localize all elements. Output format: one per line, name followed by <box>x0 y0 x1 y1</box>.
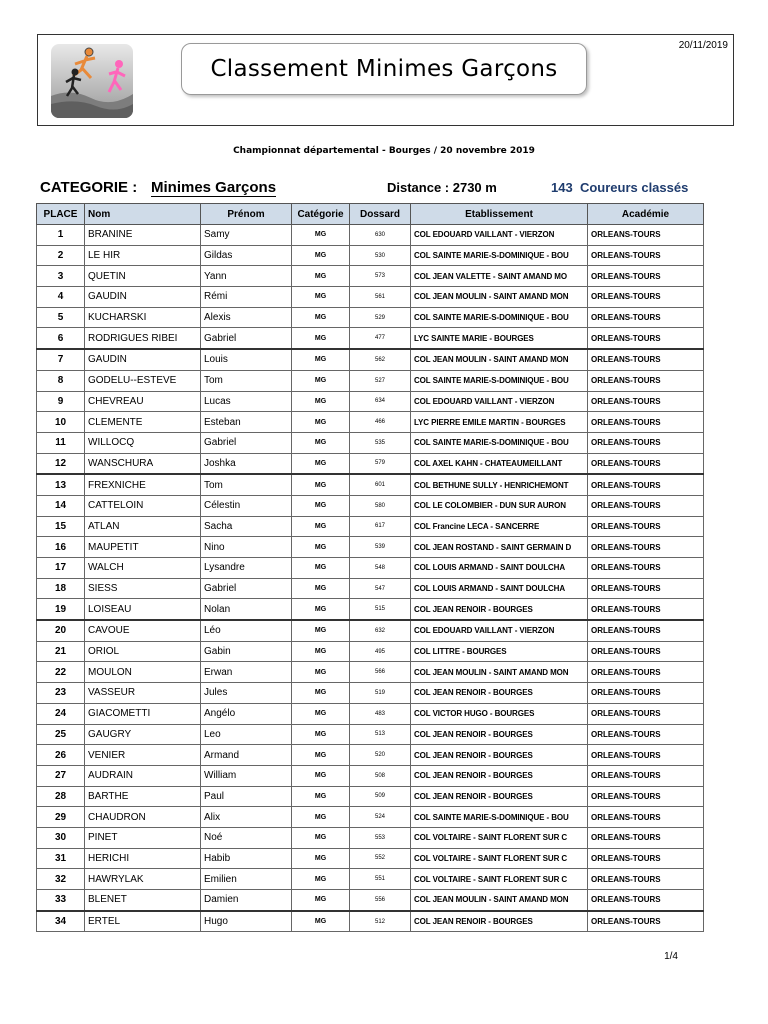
table-row <box>37 287 704 308</box>
cell-prenom: Noé <box>201 827 292 848</box>
cell-place: 9 <box>37 391 85 412</box>
cell-academie: ORLEANS-TOURS <box>588 641 704 662</box>
table-row <box>37 453 704 474</box>
cell-prenom: Hugo <box>201 911 292 932</box>
cell-etablissement: COL JEAN RENOIR - BOURGES <box>411 786 588 807</box>
cell-prenom: Tom <box>201 370 292 391</box>
cell-dossard: 495 <box>350 641 411 662</box>
cell-nom: VASSEUR <box>85 683 201 704</box>
cell-nom: CATTELOIN <box>85 495 201 516</box>
cell-dossard: 566 <box>350 662 411 683</box>
table-row <box>37 307 704 328</box>
cell-academie: ORLEANS-TOURS <box>588 287 704 308</box>
cell-dossard: 634 <box>350 391 411 412</box>
table-row <box>37 683 704 704</box>
table-row <box>37 807 704 828</box>
cell-etablissement: COL Francine LECA - SANCERRE <box>411 516 588 537</box>
cell-nom: BRANINE <box>85 225 201 246</box>
cell-prenom: Erwan <box>201 662 292 683</box>
table-row <box>37 662 704 683</box>
cell-nom: BLENET <box>85 890 201 911</box>
cell-nom: MAUPETIT <box>85 537 201 558</box>
cell-prenom: Tom <box>201 474 292 495</box>
table-row <box>37 412 704 433</box>
cell-prenom: Habib <box>201 848 292 869</box>
cell-categorie: MG <box>292 412 350 433</box>
cell-categorie: MG <box>292 724 350 745</box>
cell-academie: ORLEANS-TOURS <box>588 620 704 641</box>
cell-nom: GAUDIN <box>85 287 201 308</box>
cell-nom: RODRIGUES RIBEI <box>85 328 201 349</box>
cell-categorie: MG <box>292 807 350 828</box>
cell-categorie: MG <box>292 370 350 391</box>
cell-dossard: 547 <box>350 578 411 599</box>
cell-dossard: 630 <box>350 225 411 246</box>
cell-academie: ORLEANS-TOURS <box>588 890 704 911</box>
table-row <box>37 786 704 807</box>
cell-place: 28 <box>37 786 85 807</box>
table-row <box>37 558 704 579</box>
cell-etablissement: COL JEAN MOULIN - SAINT AMAND MON <box>411 662 588 683</box>
cell-academie: ORLEANS-TOURS <box>588 683 704 704</box>
cell-place: 25 <box>37 724 85 745</box>
cell-nom: LOISEAU <box>85 599 201 620</box>
cell-place: 20 <box>37 620 85 641</box>
cell-academie: ORLEANS-TOURS <box>588 827 704 848</box>
cell-dossard: 483 <box>350 703 411 724</box>
cell-dossard: 553 <box>350 827 411 848</box>
cell-nom: AUDRAIN <box>85 765 201 786</box>
cell-etablissement: COL JEAN RENOIR - BOURGES <box>411 745 588 766</box>
cell-dossard: 556 <box>350 890 411 911</box>
table-row <box>37 391 704 412</box>
cell-categorie: MG <box>292 786 350 807</box>
cell-nom: WILLOCQ <box>85 432 201 453</box>
table-row <box>37 432 704 453</box>
cell-place: 7 <box>37 349 85 370</box>
cell-etablissement: COL LOUIS ARMAND - SAINT DOULCHA <box>411 578 588 599</box>
cell-dossard: 548 <box>350 558 411 579</box>
table-row <box>37 890 704 911</box>
cell-categorie: MG <box>292 474 350 495</box>
cell-nom: PINET <box>85 827 201 848</box>
cell-place: 1 <box>37 225 85 246</box>
cell-nom: KUCHARSKI <box>85 307 201 328</box>
cell-prenom: Gabriel <box>201 328 292 349</box>
table-row <box>37 703 704 724</box>
cell-etablissement: COL JEAN RENOIR - BOURGES <box>411 765 588 786</box>
runners-classified <box>551 180 688 195</box>
cell-academie: ORLEANS-TOURS <box>588 307 704 328</box>
cell-etablissement: COL JEAN ROSTAND - SAINT GERMAIN D <box>411 537 588 558</box>
cell-nom: CLEMENTE <box>85 412 201 433</box>
cell-dossard: 535 <box>350 432 411 453</box>
cell-categorie: MG <box>292 641 350 662</box>
cell-categorie: MG <box>292 432 350 453</box>
cell-categorie: MG <box>292 662 350 683</box>
cell-place: 27 <box>37 765 85 786</box>
cell-nom: VENIER <box>85 745 201 766</box>
page-number: 1/4 <box>664 951 678 962</box>
table-row <box>37 495 704 516</box>
cell-prenom: Célestin <box>201 495 292 516</box>
cell-etablissement: COL BETHUNE SULLY - HENRICHEMONT <box>411 474 588 495</box>
results-body <box>37 225 704 932</box>
runners-label: Coureurs classés <box>579 180 689 195</box>
cell-dossard: 530 <box>350 245 411 266</box>
cell-etablissement: COL SAINTE MARIE-S-DOMINIQUE - BOU <box>411 432 588 453</box>
table-row <box>37 848 704 869</box>
cell-nom: GIACOMETTI <box>85 703 201 724</box>
cell-prenom: Gabriel <box>201 578 292 599</box>
cell-categorie: MG <box>292 453 350 474</box>
table-row <box>37 537 704 558</box>
table-row <box>37 266 704 287</box>
col-header-etablissement: Etablissement <box>411 204 588 225</box>
cell-academie: ORLEANS-TOURS <box>588 765 704 786</box>
cell-etablissement: COL VICTOR HUGO - BOURGES <box>411 703 588 724</box>
cell-categorie: MG <box>292 245 350 266</box>
category-info-row <box>40 179 730 199</box>
cell-categorie: MG <box>292 620 350 641</box>
category-label: CATEGORIE : <box>40 179 138 196</box>
cell-nom: CHEVREAU <box>85 391 201 412</box>
table-row <box>37 599 704 620</box>
cell-place: 21 <box>37 641 85 662</box>
cell-academie: ORLEANS-TOURS <box>588 245 704 266</box>
cell-place: 12 <box>37 453 85 474</box>
cell-prenom: Emilien <box>201 869 292 890</box>
table-row <box>37 724 704 745</box>
cell-categorie: MG <box>292 391 350 412</box>
cell-categorie: MG <box>292 307 350 328</box>
cell-prenom: Samy <box>201 225 292 246</box>
cell-prenom: Lysandre <box>201 558 292 579</box>
cell-place: 34 <box>37 911 85 932</box>
cell-dossard: 512 <box>350 911 411 932</box>
cell-dossard: 552 <box>350 848 411 869</box>
table-row <box>37 745 704 766</box>
cell-etablissement: COL EDOUARD VAILLANT - VIERZON <box>411 225 588 246</box>
cell-prenom: Damien <box>201 890 292 911</box>
col-header-dossard: Dossard <box>350 204 411 225</box>
table-row <box>37 620 704 641</box>
cell-nom: ORIOL <box>85 641 201 662</box>
cell-place: 15 <box>37 516 85 537</box>
cell-etablissement: COL SAINTE MARIE-S-DOMINIQUE - BOU <box>411 370 588 391</box>
cell-academie: ORLEANS-TOURS <box>588 266 704 287</box>
cell-academie: ORLEANS-TOURS <box>588 225 704 246</box>
cell-nom: CHAUDRON <box>85 807 201 828</box>
cell-categorie: MG <box>292 516 350 537</box>
cell-nom: GODELU--ESTEVE <box>85 370 201 391</box>
cell-academie: ORLEANS-TOURS <box>588 328 704 349</box>
cell-academie: ORLEANS-TOURS <box>588 537 704 558</box>
cell-dossard: 539 <box>350 537 411 558</box>
cell-place: 29 <box>37 807 85 828</box>
cell-categorie: MG <box>292 537 350 558</box>
cell-academie: ORLEANS-TOURS <box>588 432 704 453</box>
cell-prenom: Sacha <box>201 516 292 537</box>
cell-categorie: MG <box>292 558 350 579</box>
cell-place: 26 <box>37 745 85 766</box>
cell-dossard: 551 <box>350 869 411 890</box>
cell-categorie: MG <box>292 765 350 786</box>
cell-academie: ORLEANS-TOURS <box>588 703 704 724</box>
cell-place: 17 <box>37 558 85 579</box>
cell-prenom: Nino <box>201 537 292 558</box>
cell-academie: ORLEANS-TOURS <box>588 474 704 495</box>
cell-dossard: 601 <box>350 474 411 495</box>
cell-prenom: William <box>201 765 292 786</box>
cell-place: 3 <box>37 266 85 287</box>
table-row <box>37 516 704 537</box>
cell-etablissement: COL EDOUARD VAILLANT - VIERZON <box>411 620 588 641</box>
cell-academie: ORLEANS-TOURS <box>588 786 704 807</box>
cell-dossard: 562 <box>350 349 411 370</box>
cell-categorie: MG <box>292 890 350 911</box>
cell-academie: ORLEANS-TOURS <box>588 745 704 766</box>
cell-academie: ORLEANS-TOURS <box>588 349 704 370</box>
table-row <box>37 911 704 932</box>
cell-dossard: 580 <box>350 495 411 516</box>
cell-etablissement: COL SAINTE MARIE-S-DOMINIQUE - BOU <box>411 307 588 328</box>
cell-dossard: 579 <box>350 453 411 474</box>
cell-categorie: MG <box>292 266 350 287</box>
cell-etablissement: COL VOLTAIRE - SAINT FLORENT SUR C <box>411 848 588 869</box>
cell-academie: ORLEANS-TOURS <box>588 412 704 433</box>
cell-categorie: MG <box>292 703 350 724</box>
cell-etablissement: COL JEAN RENOIR - BOURGES <box>411 724 588 745</box>
cell-academie: ORLEANS-TOURS <box>588 558 704 579</box>
cell-nom: SIESS <box>85 578 201 599</box>
col-header-categorie: Catégorie <box>292 204 350 225</box>
cell-place: 23 <box>37 683 85 704</box>
report-date: 20/11/2019 <box>678 40 728 51</box>
cell-place: 6 <box>37 328 85 349</box>
cell-place: 16 <box>37 537 85 558</box>
table-row <box>37 349 704 370</box>
cell-categorie: MG <box>292 495 350 516</box>
cell-etablissement: COL VOLTAIRE - SAINT FLORENT SUR C <box>411 869 588 890</box>
cell-academie: ORLEANS-TOURS <box>588 453 704 474</box>
cell-nom: FREXNICHE <box>85 474 201 495</box>
cell-categorie: MG <box>292 349 350 370</box>
cell-etablissement: COL SAINTE MARIE-S-DOMINIQUE - BOU <box>411 807 588 828</box>
table-header-row <box>37 204 704 225</box>
cell-prenom: Gabin <box>201 641 292 662</box>
cell-dossard: 515 <box>350 599 411 620</box>
cell-dossard: 527 <box>350 370 411 391</box>
cell-etablissement: COL LE COLOMBIER - DUN SUR AURON <box>411 495 588 516</box>
cell-dossard: 513 <box>350 724 411 745</box>
cell-academie: ORLEANS-TOURS <box>588 391 704 412</box>
table-row <box>37 765 704 786</box>
cell-place: 2 <box>37 245 85 266</box>
cell-categorie: MG <box>292 225 350 246</box>
cell-prenom: Joshka <box>201 453 292 474</box>
cell-place: 10 <box>37 412 85 433</box>
cell-prenom: Paul <box>201 786 292 807</box>
cell-nom: GAUDIN <box>85 349 201 370</box>
cell-dossard: 561 <box>350 287 411 308</box>
cell-etablissement: LYC PIERRE EMILE MARTIN - BOURGES <box>411 412 588 433</box>
category-value: Minimes Garçons <box>151 179 277 196</box>
race-logo-image <box>51 44 133 118</box>
cell-dossard: 509 <box>350 786 411 807</box>
cell-nom: GAUGRY <box>85 724 201 745</box>
runners-count: 143 <box>551 180 573 195</box>
cell-categorie: MG <box>292 683 350 704</box>
cell-place: 30 <box>37 827 85 848</box>
cell-prenom: Alix <box>201 807 292 828</box>
cell-dossard: 529 <box>350 307 411 328</box>
cell-categorie: MG <box>292 911 350 932</box>
cell-prenom: Jules <box>201 683 292 704</box>
cell-nom: HERICHI <box>85 848 201 869</box>
cell-place: 4 <box>37 287 85 308</box>
cell-prenom: Angélo <box>201 703 292 724</box>
table-row <box>37 827 704 848</box>
cell-place: 19 <box>37 599 85 620</box>
table-row <box>37 641 704 662</box>
table-row <box>37 869 704 890</box>
cell-prenom: Louis <box>201 349 292 370</box>
cell-categorie: MG <box>292 745 350 766</box>
cell-academie: ORLEANS-TOURS <box>588 370 704 391</box>
cell-dossard: 520 <box>350 745 411 766</box>
cell-place: 5 <box>37 307 85 328</box>
cell-prenom: Nolan <box>201 599 292 620</box>
cell-dossard: 508 <box>350 765 411 786</box>
cell-categorie: MG <box>292 599 350 620</box>
col-header-place: PLACE <box>37 204 85 225</box>
cell-etablissement: COL AXEL KAHN - CHATEAUMEILLANT <box>411 453 588 474</box>
cell-etablissement: LYC SAINTE MARIE - BOURGES <box>411 328 588 349</box>
cell-categorie: MG <box>292 287 350 308</box>
cell-academie: ORLEANS-TOURS <box>588 516 704 537</box>
cell-etablissement: COL JEAN RENOIR - BOURGES <box>411 683 588 704</box>
cell-etablissement: COL JEAN MOULIN - SAINT AMAND MON <box>411 890 588 911</box>
cell-dossard: 477 <box>350 328 411 349</box>
col-header-academie: Académie <box>588 204 704 225</box>
cell-prenom: Gabriel <box>201 432 292 453</box>
cell-dossard: 617 <box>350 516 411 537</box>
cell-place: 11 <box>37 432 85 453</box>
cell-nom: CAVOUE <box>85 620 201 641</box>
cell-categorie: MG <box>292 578 350 599</box>
cell-etablissement: COL JEAN MOULIN - SAINT AMAND MON <box>411 349 588 370</box>
table-row <box>37 328 704 349</box>
cell-academie: ORLEANS-TOURS <box>588 848 704 869</box>
cell-academie: ORLEANS-TOURS <box>588 495 704 516</box>
cell-academie: ORLEANS-TOURS <box>588 807 704 828</box>
col-header-prenom: Prénom <box>201 204 292 225</box>
cell-prenom: Leo <box>201 724 292 745</box>
page-title: Classement Minimes Garçons <box>210 56 558 82</box>
championship-subtitle: Championnat départemental - Bourges / 20 novembre 2019 <box>233 146 535 156</box>
distance-text: Distance : 2730 m <box>387 180 497 195</box>
cell-dossard: 524 <box>350 807 411 828</box>
cell-place: 33 <box>37 890 85 911</box>
cell-categorie: MG <box>292 328 350 349</box>
cell-prenom: Gildas <box>201 245 292 266</box>
cell-nom: MOULON <box>85 662 201 683</box>
cell-etablissement: COL LITTRE - BOURGES <box>411 641 588 662</box>
cell-nom: WANSCHURA <box>85 453 201 474</box>
cell-place: 31 <box>37 848 85 869</box>
cell-nom: BARTHE <box>85 786 201 807</box>
cell-academie: ORLEANS-TOURS <box>588 662 704 683</box>
cell-categorie: MG <box>292 848 350 869</box>
cell-place: 8 <box>37 370 85 391</box>
cell-prenom: Alexis <box>201 307 292 328</box>
cell-nom: LE HIR <box>85 245 201 266</box>
cell-place: 24 <box>37 703 85 724</box>
col-header-nom: Nom <box>85 204 201 225</box>
table-row <box>37 578 704 599</box>
table-row <box>37 245 704 266</box>
cell-etablissement: COL VOLTAIRE - SAINT FLORENT SUR C <box>411 827 588 848</box>
cell-etablissement: COL SAINTE MARIE-S-DOMINIQUE - BOU <box>411 245 588 266</box>
cell-categorie: MG <box>292 869 350 890</box>
cell-prenom: Lucas <box>201 391 292 412</box>
cell-place: 22 <box>37 662 85 683</box>
cell-place: 13 <box>37 474 85 495</box>
cell-etablissement: COL EDOUARD VAILLANT - VIERZON <box>411 391 588 412</box>
cell-dossard: 466 <box>350 412 411 433</box>
cell-dossard: 519 <box>350 683 411 704</box>
cell-dossard: 573 <box>350 266 411 287</box>
cell-nom: WALCH <box>85 558 201 579</box>
cell-dossard: 632 <box>350 620 411 641</box>
cell-academie: ORLEANS-TOURS <box>588 599 704 620</box>
cell-etablissement: COL LOUIS ARMAND - SAINT DOULCHA <box>411 558 588 579</box>
table-row <box>37 474 704 495</box>
cell-academie: ORLEANS-TOURS <box>588 578 704 599</box>
cell-academie: ORLEANS-TOURS <box>588 869 704 890</box>
cell-prenom: Léo <box>201 620 292 641</box>
cell-nom: HAWRYLAK <box>85 869 201 890</box>
cell-etablissement: COL JEAN MOULIN - SAINT AMAND MON <box>411 287 588 308</box>
cell-prenom: Yann <box>201 266 292 287</box>
cell-place: 18 <box>37 578 85 599</box>
cell-etablissement: COL JEAN RENOIR - BOURGES <box>411 599 588 620</box>
table-row <box>37 225 704 246</box>
cell-nom: ATLAN <box>85 516 201 537</box>
title-box <box>181 43 587 95</box>
cell-prenom: Armand <box>201 745 292 766</box>
results-table <box>36 203 704 932</box>
table-row <box>37 370 704 391</box>
cell-etablissement: COL JEAN RENOIR - BOURGES <box>411 911 588 932</box>
cell-place: 14 <box>37 495 85 516</box>
cell-nom: QUETIN <box>85 266 201 287</box>
cell-academie: ORLEANS-TOURS <box>588 911 704 932</box>
cell-prenom: Rémi <box>201 287 292 308</box>
cell-etablissement: COL JEAN VALETTE - SAINT AMAND MO <box>411 266 588 287</box>
cell-place: 32 <box>37 869 85 890</box>
cell-nom: ERTEL <box>85 911 201 932</box>
cell-categorie: MG <box>292 827 350 848</box>
cell-academie: ORLEANS-TOURS <box>588 724 704 745</box>
cell-prenom: Esteban <box>201 412 292 433</box>
